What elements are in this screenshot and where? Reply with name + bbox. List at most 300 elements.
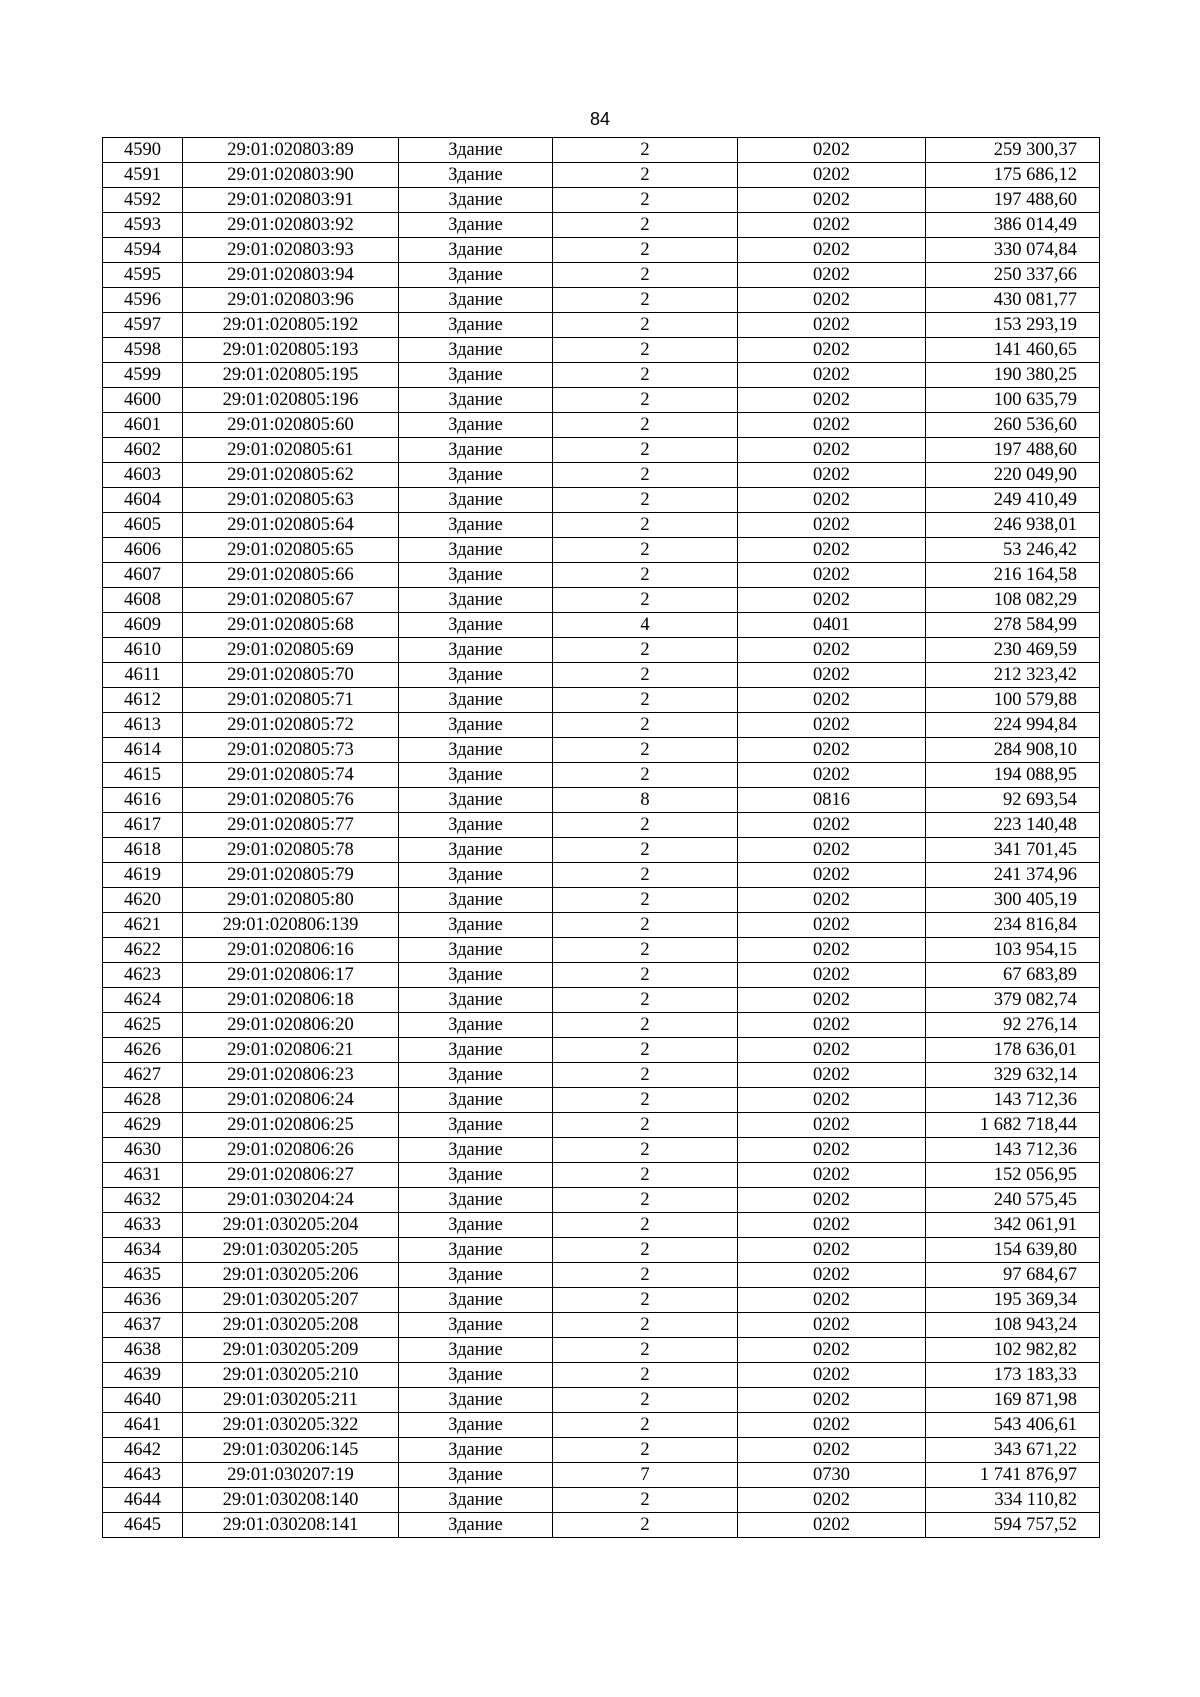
code-cell: 0202 (738, 1088, 926, 1113)
object-type-cell: Здание (399, 813, 553, 838)
row-number-cell: 4625 (103, 1013, 183, 1038)
group-cell: 2 (553, 238, 738, 263)
group-cell: 2 (553, 1413, 738, 1438)
table-row (103, 1088, 1100, 1113)
cadastral-number-cell: 29:01:020803:92 (183, 213, 399, 238)
cadastral-number-cell: 29:01:020806:27 (183, 1163, 399, 1188)
row-number-cell: 4619 (103, 863, 183, 888)
code-cell: 0202 (738, 813, 926, 838)
row-number-cell: 4603 (103, 463, 183, 488)
cadastral-value-cell: 143 712,36 (926, 1088, 1100, 1113)
table-row (103, 1438, 1100, 1463)
group-cell: 2 (553, 813, 738, 838)
table-row (103, 1138, 1100, 1163)
cadastral-number-cell: 29:01:020806:17 (183, 963, 399, 988)
cadastral-value-cell: 141 460,65 (926, 338, 1100, 363)
table-row (103, 713, 1100, 738)
row-number-cell: 4607 (103, 563, 183, 588)
group-cell: 2 (553, 1513, 738, 1538)
table-row (103, 413, 1100, 438)
row-number-cell: 4631 (103, 1163, 183, 1188)
cadastral-number-cell: 29:01:030207:19 (183, 1463, 399, 1488)
table-row (103, 238, 1100, 263)
code-cell: 0202 (738, 388, 926, 413)
cadastral-number-cell: 29:01:020805:64 (183, 513, 399, 538)
cadastral-value-table (102, 137, 1100, 1538)
row-number-cell: 4641 (103, 1413, 183, 1438)
table-row (103, 538, 1100, 563)
cadastral-number-cell: 29:01:020805:73 (183, 738, 399, 763)
cadastral-value-cell: 284 908,10 (926, 738, 1100, 763)
table-row (103, 313, 1100, 338)
code-cell: 0202 (738, 913, 926, 938)
table-row (103, 1263, 1100, 1288)
object-type-cell: Здание (399, 838, 553, 863)
cadastral-number-cell: 29:01:020805:78 (183, 838, 399, 863)
cadastral-number-cell: 29:01:020805:196 (183, 388, 399, 413)
cadastral-number-cell: 29:01:020805:77 (183, 813, 399, 838)
object-type-cell: Здание (399, 488, 553, 513)
row-number-cell: 4623 (103, 963, 183, 988)
code-cell: 0202 (738, 513, 926, 538)
cadastral-value-cell: 1 682 718,44 (926, 1113, 1100, 1138)
code-cell: 0202 (738, 338, 926, 363)
code-cell: 0202 (738, 413, 926, 438)
code-cell: 0202 (738, 1063, 926, 1088)
object-type-cell: Здание (399, 1363, 553, 1388)
table-row (103, 163, 1100, 188)
cadastral-number-cell: 29:01:030205:211 (183, 1388, 399, 1413)
row-number-cell: 4624 (103, 988, 183, 1013)
table-row (103, 813, 1100, 838)
table-row (103, 613, 1100, 638)
object-type-cell: Здание (399, 1438, 553, 1463)
group-cell: 2 (553, 1063, 738, 1088)
object-type-cell: Здание (399, 588, 553, 613)
code-cell: 0202 (738, 988, 926, 1013)
table-row (103, 513, 1100, 538)
table-row (103, 763, 1100, 788)
code-cell: 0202 (738, 1038, 926, 1063)
cadastral-number-cell: 29:01:030204:24 (183, 1188, 399, 1213)
object-type-cell: Здание (399, 313, 553, 338)
table-row (103, 1038, 1100, 1063)
code-cell: 0202 (738, 838, 926, 863)
table-row (103, 1463, 1100, 1488)
code-cell: 0202 (738, 688, 926, 713)
group-cell: 2 (553, 1113, 738, 1138)
code-cell: 0202 (738, 888, 926, 913)
row-number-cell: 4643 (103, 1463, 183, 1488)
object-type-cell: Здание (399, 1238, 553, 1263)
code-cell: 0202 (738, 263, 926, 288)
cadastral-number-cell: 29:01:020805:69 (183, 638, 399, 663)
row-number-cell: 4617 (103, 813, 183, 838)
cadastral-number-cell: 29:01:020806:26 (183, 1138, 399, 1163)
cadastral-number-cell: 29:01:030206:145 (183, 1438, 399, 1463)
row-number-cell: 4596 (103, 288, 183, 313)
cadastral-value-cell: 278 584,99 (926, 613, 1100, 638)
object-type-cell: Здание (399, 913, 553, 938)
table-row (103, 1513, 1100, 1538)
row-number-cell: 4621 (103, 913, 183, 938)
cadastral-value-cell: 212 323,42 (926, 663, 1100, 688)
row-number-cell: 4595 (103, 263, 183, 288)
code-cell: 0202 (738, 363, 926, 388)
object-type-cell: Здание (399, 288, 553, 313)
cadastral-value-cell: 386 014,49 (926, 213, 1100, 238)
cadastral-value-cell: 197 488,60 (926, 188, 1100, 213)
cadastral-number-cell: 29:01:030205:210 (183, 1363, 399, 1388)
object-type-cell: Здание (399, 513, 553, 538)
cadastral-value-cell: 195 369,34 (926, 1288, 1100, 1313)
code-cell: 0202 (738, 1313, 926, 1338)
table-row (103, 1313, 1100, 1338)
row-number-cell: 4614 (103, 738, 183, 763)
group-cell: 4 (553, 613, 738, 638)
object-type-cell: Здание (399, 1213, 553, 1238)
table-row (103, 1213, 1100, 1238)
group-cell: 2 (553, 1313, 738, 1338)
cadastral-value-cell: 152 056,95 (926, 1163, 1100, 1188)
cadastral-number-cell: 29:01:020806:18 (183, 988, 399, 1013)
group-cell: 2 (553, 413, 738, 438)
row-number-cell: 4620 (103, 888, 183, 913)
row-number-cell: 4608 (103, 588, 183, 613)
code-cell: 0202 (738, 438, 926, 463)
row-number-cell: 4602 (103, 438, 183, 463)
row-number-cell: 4644 (103, 1488, 183, 1513)
code-cell: 0202 (738, 1488, 926, 1513)
code-cell: 0202 (738, 138, 926, 163)
cadastral-number-cell: 29:01:020805:193 (183, 338, 399, 363)
cadastral-value-cell: 260 536,60 (926, 413, 1100, 438)
code-cell: 0202 (738, 1288, 926, 1313)
table-row (103, 488, 1100, 513)
group-cell: 2 (553, 388, 738, 413)
table-row (103, 1388, 1100, 1413)
cadastral-number-cell: 29:01:030205:204 (183, 1213, 399, 1238)
cadastral-number-cell: 29:01:020805:60 (183, 413, 399, 438)
row-number-cell: 4591 (103, 163, 183, 188)
group-cell: 2 (553, 338, 738, 363)
table-row (103, 938, 1100, 963)
cadastral-number-cell: 29:01:020803:89 (183, 138, 399, 163)
cadastral-number-cell: 29:01:020803:90 (183, 163, 399, 188)
object-type-cell: Здание (399, 1513, 553, 1538)
cadastral-number-cell: 29:01:030205:209 (183, 1338, 399, 1363)
code-cell: 0202 (738, 738, 926, 763)
cadastral-value-cell: 108 082,29 (926, 588, 1100, 613)
cadastral-number-cell: 29:01:020806:16 (183, 938, 399, 963)
code-cell: 0202 (738, 288, 926, 313)
cadastral-number-cell: 29:01:020805:80 (183, 888, 399, 913)
row-number-cell: 4630 (103, 1138, 183, 1163)
object-type-cell: Здание (399, 538, 553, 563)
group-cell: 2 (553, 738, 738, 763)
table-row (103, 913, 1100, 938)
cadastral-value-cell: 154 639,80 (926, 1238, 1100, 1263)
group-cell: 2 (553, 1438, 738, 1463)
row-number-cell: 4636 (103, 1288, 183, 1313)
cadastral-number-cell: 29:01:020805:79 (183, 863, 399, 888)
table-row (103, 1163, 1100, 1188)
object-type-cell: Здание (399, 238, 553, 263)
cadastral-value-cell: 430 081,77 (926, 288, 1100, 313)
group-cell: 2 (553, 1288, 738, 1313)
object-type-cell: Здание (399, 763, 553, 788)
code-cell: 0202 (738, 1013, 926, 1038)
group-cell: 2 (553, 838, 738, 863)
code-cell: 0202 (738, 163, 926, 188)
group-cell: 2 (553, 1238, 738, 1263)
cadastral-value-cell: 197 488,60 (926, 438, 1100, 463)
group-cell: 2 (553, 1163, 738, 1188)
object-type-cell: Здание (399, 1138, 553, 1163)
table-row (103, 863, 1100, 888)
cadastral-value-cell: 259 300,37 (926, 138, 1100, 163)
row-number-cell: 4622 (103, 938, 183, 963)
row-number-cell: 4616 (103, 788, 183, 813)
cadastral-value-cell: 543 406,61 (926, 1413, 1100, 1438)
cadastral-value-cell: 240 575,45 (926, 1188, 1100, 1213)
table-row (103, 888, 1100, 913)
table-row (103, 188, 1100, 213)
cadastral-number-cell: 29:01:020805:76 (183, 788, 399, 813)
group-cell: 2 (553, 713, 738, 738)
object-type-cell: Здание (399, 638, 553, 663)
object-type-cell: Здание (399, 213, 553, 238)
code-cell: 0202 (738, 563, 926, 588)
page-number: 84 (589, 109, 611, 129)
cadastral-number-cell: 29:01:030205:208 (183, 1313, 399, 1338)
cadastral-value-cell: 341 701,45 (926, 838, 1100, 863)
row-number-cell: 4593 (103, 213, 183, 238)
cadastral-value-cell: 53 246,42 (926, 538, 1100, 563)
object-type-cell: Здание (399, 663, 553, 688)
code-cell: 0202 (738, 663, 926, 688)
object-type-cell: Здание (399, 963, 553, 988)
cadastral-number-cell: 29:01:020805:71 (183, 688, 399, 713)
object-type-cell: Здание (399, 563, 553, 588)
cadastral-value-cell: 143 712,36 (926, 1138, 1100, 1163)
table-row (103, 638, 1100, 663)
code-cell: 0202 (738, 1263, 926, 1288)
row-number-cell: 4610 (103, 638, 183, 663)
cadastral-number-cell: 29:01:020805:61 (183, 438, 399, 463)
code-cell: 0202 (738, 463, 926, 488)
table-row (103, 688, 1100, 713)
group-cell: 2 (553, 688, 738, 713)
row-number-cell: 4597 (103, 313, 183, 338)
object-type-cell: Здание (399, 1488, 553, 1513)
cadastral-value-cell: 250 337,66 (926, 263, 1100, 288)
object-type-cell: Здание (399, 1313, 553, 1338)
table-row (103, 663, 1100, 688)
group-cell: 2 (553, 513, 738, 538)
table-row (103, 138, 1100, 163)
group-cell: 2 (553, 263, 738, 288)
group-cell: 2 (553, 213, 738, 238)
cadastral-value-cell: 178 636,01 (926, 1038, 1100, 1063)
object-type-cell: Здание (399, 613, 553, 638)
row-number-cell: 4642 (103, 1438, 183, 1463)
object-type-cell: Здание (399, 688, 553, 713)
object-type-cell: Здание (399, 263, 553, 288)
cadastral-value-cell: 224 994,84 (926, 713, 1100, 738)
cadastral-value-cell: 594 757,52 (926, 1513, 1100, 1538)
cadastral-value-cell: 330 074,84 (926, 238, 1100, 263)
group-cell: 2 (553, 863, 738, 888)
object-type-cell: Здание (399, 1388, 553, 1413)
code-cell: 0202 (738, 1213, 926, 1238)
cadastral-value-cell: 230 469,59 (926, 638, 1100, 663)
cadastral-value-cell: 194 088,95 (926, 763, 1100, 788)
code-cell: 0202 (738, 713, 926, 738)
cadastral-value-cell: 379 082,74 (926, 988, 1100, 1013)
cadastral-number-cell: 29:01:020806:25 (183, 1113, 399, 1138)
row-number-cell: 4637 (103, 1313, 183, 1338)
group-cell: 2 (553, 438, 738, 463)
cadastral-number-cell: 29:01:020805:62 (183, 463, 399, 488)
group-cell: 2 (553, 1263, 738, 1288)
table-row (103, 463, 1100, 488)
code-cell: 0202 (738, 1438, 926, 1463)
code-cell: 0730 (738, 1463, 926, 1488)
object-type-cell: Здание (399, 863, 553, 888)
object-type-cell: Здание (399, 438, 553, 463)
code-cell: 0202 (738, 1238, 926, 1263)
cadastral-value-cell: 92 276,14 (926, 1013, 1100, 1038)
cadastral-number-cell: 29:01:030205:205 (183, 1238, 399, 1263)
cadastral-value-cell: 92 693,54 (926, 788, 1100, 813)
cadastral-value-cell: 329 632,14 (926, 1063, 1100, 1088)
cadastral-value-cell: 220 049,90 (926, 463, 1100, 488)
row-number-cell: 4599 (103, 363, 183, 388)
table-row (103, 838, 1100, 863)
table-row (103, 1113, 1100, 1138)
object-type-cell: Здание (399, 1288, 553, 1313)
group-cell: 2 (553, 313, 738, 338)
cadastral-value-cell: 102 982,82 (926, 1338, 1100, 1363)
group-cell: 2 (553, 663, 738, 688)
row-number-cell: 4634 (103, 1238, 183, 1263)
cadastral-value-cell: 246 938,01 (926, 513, 1100, 538)
object-type-cell: Здание (399, 738, 553, 763)
code-cell: 0202 (738, 638, 926, 663)
table-row (103, 438, 1100, 463)
row-number-cell: 4629 (103, 1113, 183, 1138)
code-cell: 0202 (738, 938, 926, 963)
table-row (103, 1063, 1100, 1088)
row-number-cell: 4638 (103, 1338, 183, 1363)
code-cell: 0202 (738, 1163, 926, 1188)
row-number-cell: 4613 (103, 713, 183, 738)
object-type-cell: Здание (399, 338, 553, 363)
table-row (103, 788, 1100, 813)
cadastral-value-cell: 169 871,98 (926, 1388, 1100, 1413)
object-type-cell: Здание (399, 1413, 553, 1438)
cadastral-value-cell: 241 374,96 (926, 863, 1100, 888)
object-type-cell: Здание (399, 388, 553, 413)
table-row (103, 263, 1100, 288)
group-cell: 2 (553, 188, 738, 213)
table-body (103, 138, 1100, 1538)
cadastral-number-cell: 29:01:020806:23 (183, 1063, 399, 1088)
row-number-cell: 4605 (103, 513, 183, 538)
code-cell: 0202 (738, 1338, 926, 1363)
group-cell: 2 (553, 988, 738, 1013)
cadastral-number-cell: 29:01:020805:68 (183, 613, 399, 638)
object-type-cell: Здание (399, 713, 553, 738)
cadastral-value-cell: 67 683,89 (926, 963, 1100, 988)
table-row (103, 1288, 1100, 1313)
table-row (103, 1013, 1100, 1038)
table-row (103, 1488, 1100, 1513)
cadastral-number-cell: 29:01:020805:195 (183, 363, 399, 388)
code-cell: 0202 (738, 1413, 926, 1438)
row-number-cell: 4604 (103, 488, 183, 513)
group-cell: 2 (553, 363, 738, 388)
cadastral-number-cell: 29:01:020805:192 (183, 313, 399, 338)
group-cell: 2 (553, 463, 738, 488)
object-type-cell: Здание (399, 788, 553, 813)
cadastral-value-cell: 100 635,79 (926, 388, 1100, 413)
row-number-cell: 4635 (103, 1263, 183, 1288)
group-cell: 2 (553, 763, 738, 788)
cadastral-number-cell: 29:01:020805:63 (183, 488, 399, 513)
cadastral-number-cell: 29:01:020806:24 (183, 1088, 399, 1113)
code-cell: 0202 (738, 863, 926, 888)
table-row (103, 738, 1100, 763)
cadastral-value-cell: 234 816,84 (926, 913, 1100, 938)
row-number-cell: 4601 (103, 413, 183, 438)
object-type-cell: Здание (399, 1263, 553, 1288)
group-cell: 2 (553, 1488, 738, 1513)
code-cell: 0202 (738, 1138, 926, 1163)
group-cell: 2 (553, 1038, 738, 1063)
code-cell: 0202 (738, 213, 926, 238)
cadastral-value-cell: 108 943,24 (926, 1313, 1100, 1338)
object-type-cell: Здание (399, 888, 553, 913)
group-cell: 2 (553, 1363, 738, 1388)
code-cell: 0816 (738, 788, 926, 813)
object-type-cell: Здание (399, 463, 553, 488)
table-row (103, 363, 1100, 388)
cadastral-value-cell: 223 140,48 (926, 813, 1100, 838)
cadastral-number-cell: 29:01:020806:21 (183, 1038, 399, 1063)
table-row (103, 388, 1100, 413)
group-cell: 2 (553, 1013, 738, 1038)
object-type-cell: Здание (399, 1463, 553, 1488)
row-number-cell: 4594 (103, 238, 183, 263)
group-cell: 2 (553, 1213, 738, 1238)
group-cell: 2 (553, 938, 738, 963)
object-type-cell: Здание (399, 188, 553, 213)
row-number-cell: 4639 (103, 1363, 183, 1388)
object-type-cell: Здание (399, 413, 553, 438)
cadastral-value-cell: 103 954,15 (926, 938, 1100, 963)
code-cell: 0202 (738, 313, 926, 338)
code-cell: 0202 (738, 1363, 926, 1388)
group-cell: 2 (553, 1188, 738, 1213)
group-cell: 2 (553, 963, 738, 988)
cadastral-number-cell: 29:01:030208:141 (183, 1513, 399, 1538)
cadastral-value-cell: 343 671,22 (926, 1438, 1100, 1463)
object-type-cell: Здание (399, 1113, 553, 1138)
group-cell: 2 (553, 488, 738, 513)
object-type-cell: Здание (399, 1063, 553, 1088)
